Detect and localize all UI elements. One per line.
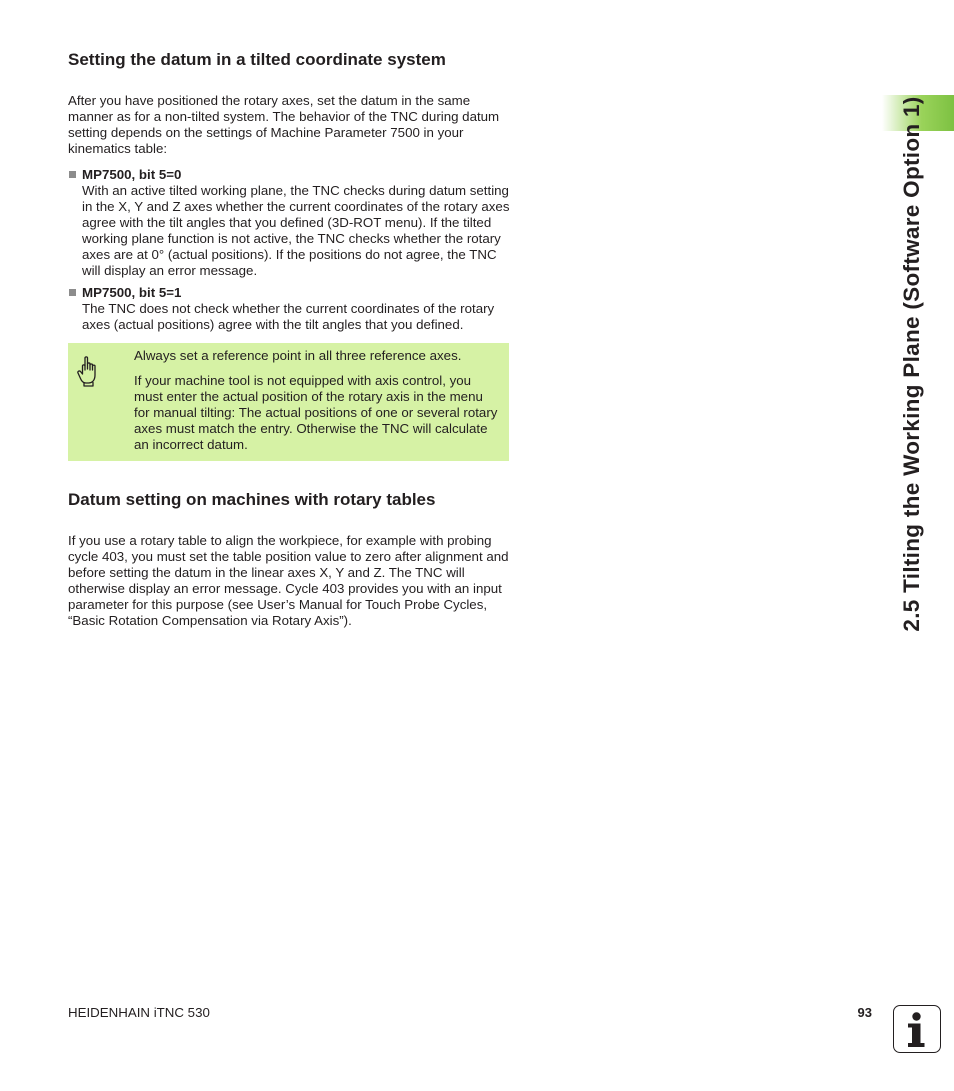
list-item-mp7500-bit5-0: [68, 167, 513, 279]
list-item-text: The TNC does not check whether the current coordinates of the rotary axes (actual positions) agree with the tilt angles that you defined.: [82, 301, 495, 332]
list-item-title: MP7500, bit 5=1: [82, 285, 182, 300]
list-item-text: With an active tilted working plane, the TNC checks during datum setting in the X, Y and Z axes whether the current coordinates of the rotary axes agree with the tilt angles that you defined (3D-ROT menu). If the tilted working plane function is not active, the TNC checks whether the rotary axes are at 0° (actual positions). If the positions do not agree, the TNC will display an error message.: [82, 183, 510, 278]
note-box: [68, 343, 509, 461]
bullet-square-icon: [69, 171, 76, 178]
info-glyph: [894, 1006, 939, 1051]
page-number: 93: [857, 1005, 872, 1020]
section-heading-tilted-datum: Setting the datum in a tilted coordinate system: [68, 50, 446, 69]
section-heading-rotary-tables: Datum setting on machines with rotary tables: [68, 490, 436, 509]
bullet-square-icon: [69, 289, 76, 296]
info-icon: [893, 1005, 941, 1053]
pointing-hand-icon: [76, 355, 100, 387]
note-paragraph: Always set a reference point in all three reference axes.: [134, 348, 462, 363]
footer-product-name: HEIDENHAIN iTNC 530: [68, 1005, 210, 1020]
main-content: [68, 49, 513, 639]
running-header-title: 2.5 Tilting the Working Plane (Software Option 1): [899, 96, 924, 632]
section-intro-paragraph: After you have positioned the rotary axes, set the datum in the same manner as for a non-tilted system. The behavior of the TNC during datum setting depends on the settings of Machine Parameter 7500 in your kinematics table:: [68, 93, 500, 156]
note-paragraph: If your machine tool is not equipped with axis control, you must enter the actual position of the rotary axis in the menu for manual tilting: The actual positions of one or several rotary axes must match the entry. Otherwise the TNC will calculate an incorrect datum.: [134, 373, 498, 452]
section-body-paragraph: If you use a rotary table to align the workpiece, for example with probing cycle 403, you must set the table position value to zero after alignment and before setting the datum in the linear axes X, Y and Z. The TNC will otherwise display an error message. Cycle 403 provides you with an input parameter for this purpose (see User’s Manual for Touch Probe Cycles, “Basic Rotation Compensation via Rotary Axis”).: [68, 533, 509, 628]
list-item-mp7500-bit5-1: [68, 285, 513, 333]
list-item-title: MP7500, bit 5=0: [82, 167, 182, 182]
